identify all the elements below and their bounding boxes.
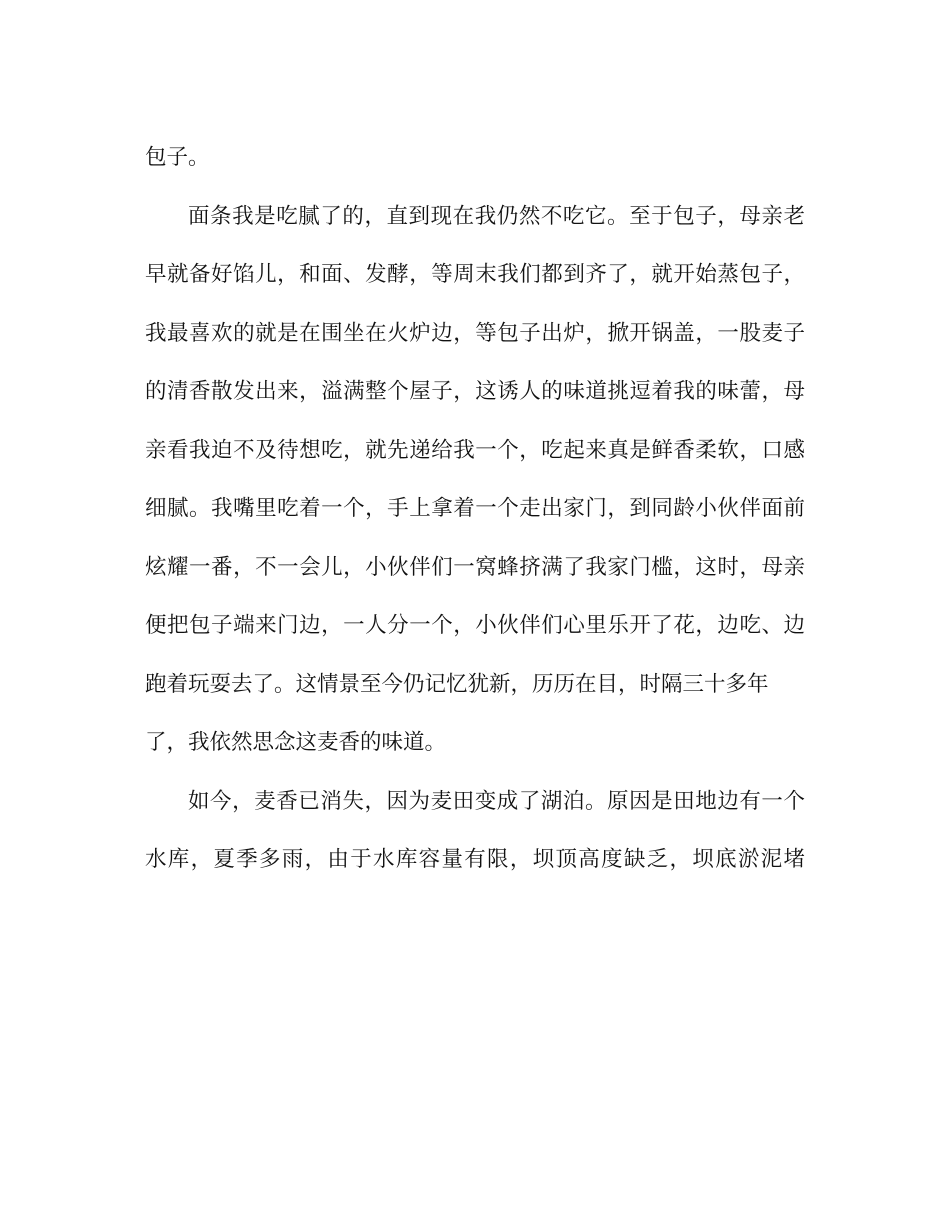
- text-line-11: 了，我依然思念这麦香的味道。: [145, 730, 447, 755]
- text-line-3: 早就备好馅儿，和面、发酵，等周末我们都到齐了，就开始蒸包子，: [145, 262, 805, 287]
- text-line-13: 水库，夏季多雨，由于水库容量有限，坝顶高度缺乏，坝底淤泥堵: [145, 847, 805, 872]
- text-line-9: 便把包子端来门边，一人分一个，小伙伴们心里乐开了花，边吃、边: [145, 613, 805, 638]
- text-line-12: 如今，麦香已消失，因为麦田变成了湖泊。原因是田地边有一个: [188, 788, 805, 814]
- text-line-7: 细腻。我嘴里吃着一个，手上拿着一个走出家门，到同龄小伙伴面前: [145, 496, 805, 521]
- text-line-10: 跑着玩耍去了。这情景至今仍记忆犹新，历历在目，时隔三十多年: [145, 671, 769, 697]
- document-text: [145, 134, 805, 895]
- text-line-1: 包子。: [145, 145, 210, 170]
- text-line-2: 面条我是吃腻了的，直到现在我仍然不吃它。至于包子，母亲老: [188, 203, 805, 229]
- text-line-6: 亲看我迫不及待想吃，就先递给我一个，吃起来真是鲜香柔软，口感: [145, 437, 805, 463]
- text-line-5: 的清香散发出来，溢满整个屋子，这诱人的味道挑逗着我的味蕾，母: [145, 379, 805, 404]
- text-line-4: 我最喜欢的就是在围坐在火炉边，等包子出炉，掀开锅盖，一股麦子: [145, 320, 805, 346]
- text-line-8: 炫耀一番，不一会儿，小伙伴们一窝蜂挤满了我家门槛，这时，母亲: [145, 554, 805, 580]
